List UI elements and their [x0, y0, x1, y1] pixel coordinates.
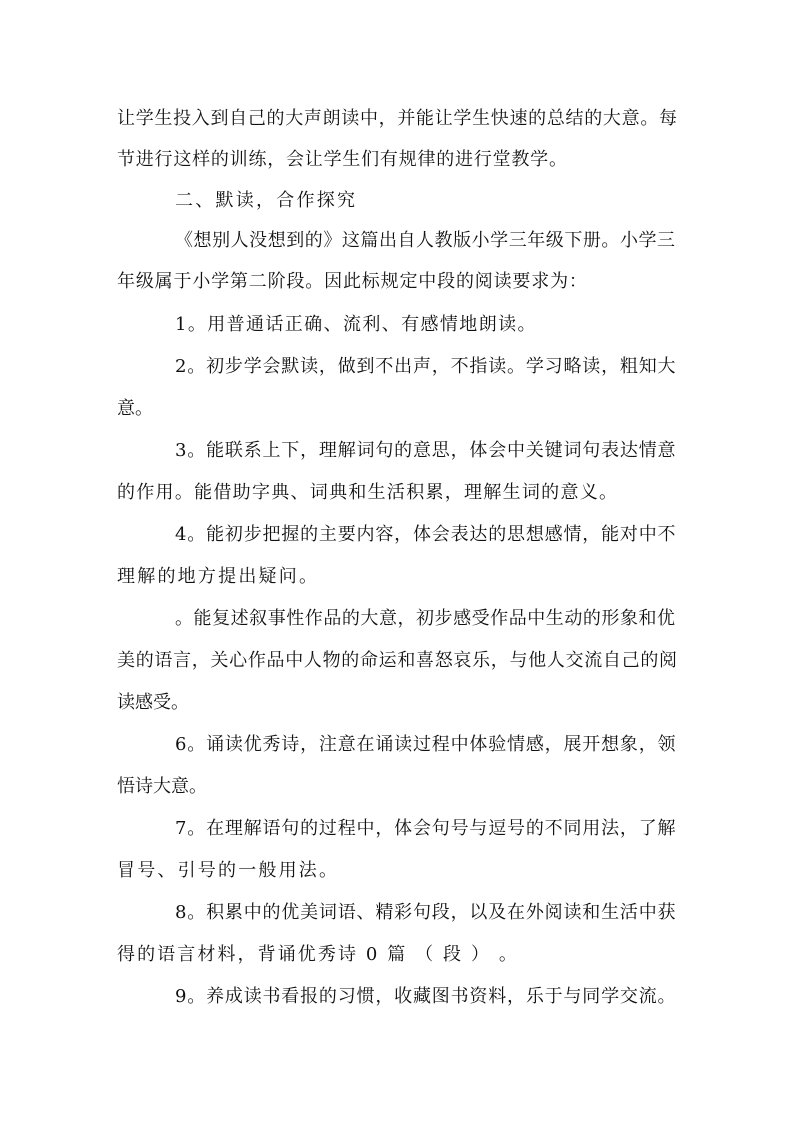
list-item: 2。初步学会默读，做到不出声，不指读。学习略读，粗知大 — [175, 356, 677, 377]
text-line: 得的语言材料，背诵优秀诗 0 篇 （ 段 ） 。 — [117, 944, 519, 965]
text-line: 让学生投入到自己的大声朗读中，并能让学生快速的总结的大意。每 — [117, 108, 678, 129]
list-item: 9。养成读书看报的习惯，收藏图书资料，乐于与同学交流。 — [175, 986, 677, 1007]
text-line: 理解的地方提出疑问。 — [117, 566, 320, 587]
list-item: 3。能联系上下，理解词句的意思，体会中关键词句表达情意 — [175, 440, 677, 461]
list-item: 7。在理解语句的过程中，体会句号与逗号的不同用法，了解 — [175, 818, 677, 839]
text-line: 意。 — [117, 398, 153, 419]
list-item: 1。用普通话正确、流利、有感情地朗读。 — [175, 314, 537, 335]
list-item: 6。诵读优秀诗，注意在诵读过程中体验情感，展开想象，领 — [175, 734, 677, 755]
text-line: 悟诗大意。 — [117, 776, 207, 797]
text-line: 读感受。 — [117, 692, 189, 713]
text-line: 年级属于小学第二阶段。因此标规定中段的阅读要求为： — [117, 271, 588, 292]
text-line: 冒号、引号的一般用法。 — [117, 860, 340, 881]
section-heading: 二、默读，合作探究 — [175, 190, 358, 211]
list-item: 。能复述叙事性作品的大意，初步感受作品中生动的形象和优 — [175, 608, 676, 629]
text-line: 美的语言，关心作品中人物的命运和喜怒哀乐，与他人交流自己的阅 — [117, 650, 678, 671]
text-line: 的作用。能借助字典、词典和生活积累，理解生词的意义。 — [117, 482, 619, 503]
text-line: 《想别人没想到的》这篇出自人教版小学三年级下册。小学三 — [175, 230, 676, 251]
list-item: 8。积累中的优美词语、精彩句段，以及在外阅读和生活中获 — [175, 902, 677, 923]
list-item: 4。能初步把握的主要内容，体会表达的思想感情，能对中不 — [175, 524, 677, 545]
text-line: 节进行这样的训练，会让学生们有规律的进行堂教学。 — [117, 149, 568, 170]
